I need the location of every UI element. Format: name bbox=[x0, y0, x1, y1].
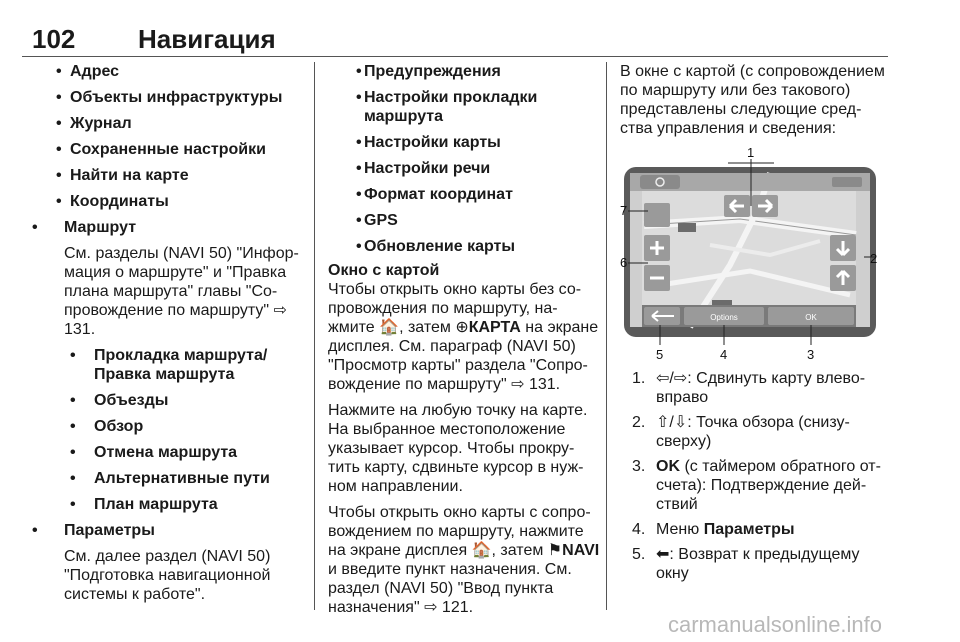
paragraph-guidance: Чтобы открыть окно карты с сопро-вождением по маршруту, нажмите на экране дисплея 🏠, затем ⚑NAVI и введите пункт назначения. См. раздел (NAVI 50) "Ввод пункта назначения" ⇨ 121. bbox=[328, 504, 600, 616]
route-description: См. разделы (NAVI 50) "Инфор-мация о маршруте" и "Правка плана маршрута" главы "Со-провождение по маршруту" ⇨ 131. bbox=[64, 245, 299, 338]
intro-paragraph: В окне с картой (с сопровождением по маршруту или без такового) представлены следующие сред-ства управления и сведения: bbox=[620, 63, 885, 137]
list-item: • GPS bbox=[328, 211, 602, 230]
list-item: • Журнал bbox=[28, 114, 312, 133]
back-arrow-icon: ⬅ bbox=[656, 546, 670, 563]
list-item: • Объезды bbox=[28, 391, 312, 410]
paragraph-map-open: Чтобы открыть окно карты без со-провождения по маршруту, на-жмите 🏠, затем ⊕КАРТА на экране дисплея. См. параграф (NAVI 50) "Просмотр карты" раздела "Сопро-вождение по маршруту" ⇨ 131. bbox=[328, 281, 599, 393]
column-divider-1 bbox=[314, 62, 315, 610]
legend-item-5: 5. ⬅: Возврат к предыдущему окну bbox=[632, 546, 860, 582]
column-2 bbox=[328, 62, 602, 624]
callout-6: 6 bbox=[620, 255, 628, 270]
paragraph-cursor: Нажмите на любую точку на карте. На выбранное местоположение указывает курсор. Чтобы прокру-тить карту, сдвиньте курсор в нуж-ном направлении. bbox=[328, 402, 588, 495]
callout-7: 7 bbox=[620, 203, 628, 218]
list-item: • Альтернативные пути bbox=[28, 469, 312, 488]
home-icon: 🏠 bbox=[471, 542, 492, 559]
callout-2: 2 bbox=[870, 251, 878, 266]
list-item: • Сохраненные настройки bbox=[28, 140, 312, 159]
legend-item-2: 2. ⇧/⇩: Точка обзора (снизу-сверху) bbox=[632, 414, 850, 450]
legend-item-4: 4. Меню Параметры bbox=[632, 521, 795, 538]
flag-icon: ⚑ bbox=[547, 542, 563, 559]
callout-3: 3 bbox=[807, 347, 815, 361]
list-item: • Настройки речи bbox=[328, 159, 602, 178]
legend-item-1: 1. ⇦/⇨: Сдвинуть карту влево-вправо bbox=[632, 370, 866, 406]
map-window-heading: Окно с картой bbox=[328, 262, 440, 279]
list-item: • Предупреждения bbox=[328, 62, 602, 81]
map-screen-figure bbox=[620, 145, 880, 361]
list-item: • Обзор bbox=[28, 417, 312, 436]
list-item: • Обновление карты bbox=[328, 237, 602, 256]
list-item: • Найти на карте bbox=[28, 166, 312, 185]
column-3 bbox=[620, 62, 888, 589]
list-item: • План маршрута bbox=[28, 495, 312, 514]
list-item: • Адрес bbox=[28, 62, 312, 81]
watermark: carmanualsonline.info bbox=[668, 612, 883, 637]
map-screen-illustration bbox=[620, 145, 880, 361]
list-item: • Настройки карты bbox=[328, 133, 602, 152]
home-icon: 🏠 bbox=[379, 319, 400, 336]
callout-5: 5 bbox=[656, 347, 664, 361]
ok-button-label: OK bbox=[805, 313, 817, 322]
page-header bbox=[22, 24, 888, 52]
section-title: Навигация bbox=[138, 24, 276, 54]
left-right-arrows-icon: ⇦/⇨ bbox=[656, 370, 688, 387]
route-item: • Маршрут bbox=[28, 218, 312, 237]
parameters-description: См. далее раздел (NAVI 50) "Подготовка навигационной системы к работе". bbox=[64, 548, 271, 603]
list-item: • Настройки прокладки маршрута bbox=[328, 88, 602, 126]
column-divider-2 bbox=[606, 62, 607, 610]
list-item: • Координаты bbox=[28, 192, 312, 211]
page-number: 102 bbox=[32, 24, 76, 54]
list-item: • Объекты инфраструктуры bbox=[28, 88, 312, 107]
list-item: • Формат координат bbox=[328, 185, 602, 204]
numbered-legend bbox=[620, 369, 888, 583]
parameters-item: • Параметры bbox=[28, 521, 312, 540]
options-button-label: Options bbox=[710, 313, 738, 322]
callout-4: 4 bbox=[720, 347, 728, 361]
legend-item-3: 3. OK (с таймером обратного от-счета): Подтверждение дей-ствий bbox=[632, 458, 881, 513]
callout-1: 1 bbox=[747, 145, 755, 160]
map-icon: ⊕ bbox=[455, 319, 469, 336]
list-item: • Отмена маршрута bbox=[28, 443, 312, 462]
list-item: • Прокладка маршрута/ Правка маршрута bbox=[28, 346, 312, 384]
column-1 bbox=[28, 62, 312, 611]
header-rule bbox=[22, 56, 888, 57]
up-down-arrows-icon: ⇧/⇩ bbox=[656, 414, 688, 431]
